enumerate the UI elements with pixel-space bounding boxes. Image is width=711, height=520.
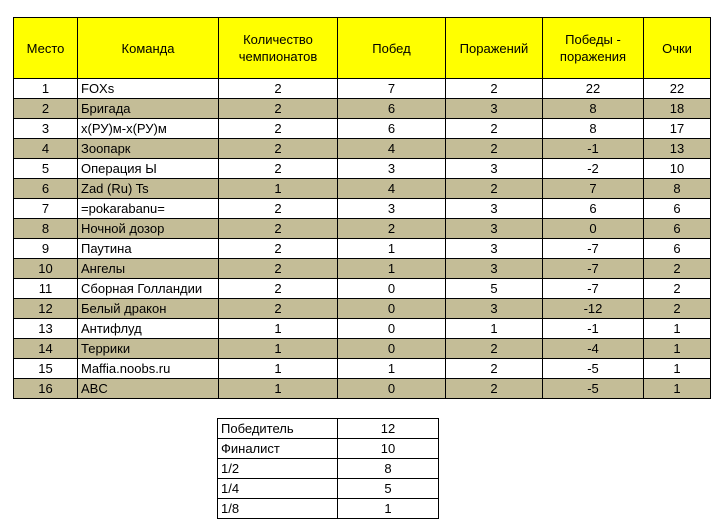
prize-label: 1/2 (218, 459, 338, 479)
cell-place: 5 (14, 159, 78, 179)
cell-place: 15 (14, 359, 78, 379)
table-row (14, 239, 711, 259)
cell-losses: 2 (446, 139, 543, 159)
cell-championships: 2 (219, 259, 338, 279)
table-row (14, 79, 711, 99)
cell-diff: 22 (543, 79, 644, 99)
cell-wins: 4 (338, 139, 446, 159)
table-row (14, 199, 711, 219)
prize-row (218, 419, 439, 439)
cell-points: 1 (644, 339, 711, 359)
cell-team: х(РУ)м-х(РУ)м (78, 119, 219, 139)
cell-points: 1 (644, 379, 711, 399)
prize-row (218, 479, 439, 499)
cell-team: Белый дракон (78, 299, 219, 319)
cell-place: 11 (14, 279, 78, 299)
cell-points: 18 (644, 99, 711, 119)
cell-points: 1 (644, 319, 711, 339)
cell-wins: 3 (338, 159, 446, 179)
table-row (14, 259, 711, 279)
cell-points: 6 (644, 219, 711, 239)
cell-place: 16 (14, 379, 78, 399)
cell-losses: 1 (446, 319, 543, 339)
cell-team: Зоопарк (78, 139, 219, 159)
header-wins: Побед (338, 18, 446, 79)
cell-diff: 8 (543, 119, 644, 139)
cell-team: Maffia.noobs.ru (78, 359, 219, 379)
cell-points: 17 (644, 119, 711, 139)
cell-championships: 2 (219, 79, 338, 99)
cell-place: 13 (14, 319, 78, 339)
header-points: Очки (644, 18, 711, 79)
cell-points: 2 (644, 259, 711, 279)
prize-row (218, 459, 439, 479)
cell-team: FOXs (78, 79, 219, 99)
cell-points: 1 (644, 359, 711, 379)
cell-place: 7 (14, 199, 78, 219)
cell-wins: 1 (338, 359, 446, 379)
prize-label: Финалист (218, 439, 338, 459)
cell-wins: 6 (338, 99, 446, 119)
cell-championships: 2 (219, 119, 338, 139)
cell-place: 10 (14, 259, 78, 279)
cell-diff: -5 (543, 359, 644, 379)
cell-losses: 3 (446, 259, 543, 279)
cell-place: 14 (14, 339, 78, 359)
cell-losses: 3 (446, 159, 543, 179)
cell-championships: 2 (219, 139, 338, 159)
cell-wins: 1 (338, 259, 446, 279)
header-championships: Количество чемпионатов (219, 18, 338, 79)
cell-losses: 3 (446, 239, 543, 259)
cell-championships: 1 (219, 319, 338, 339)
cell-team: Антифлуд (78, 319, 219, 339)
table-row (14, 319, 711, 339)
table-row (14, 119, 711, 139)
cell-diff: -5 (543, 379, 644, 399)
table-row (14, 359, 711, 379)
cell-team: Сборная Голландии (78, 279, 219, 299)
cell-losses: 2 (446, 79, 543, 99)
cell-points: 2 (644, 299, 711, 319)
prize-label: Победитель (218, 419, 338, 439)
cell-diff: 6 (543, 199, 644, 219)
header-place: Место (14, 18, 78, 79)
prize-value: 8 (338, 459, 439, 479)
cell-wins: 2 (338, 219, 446, 239)
cell-wins: 4 (338, 179, 446, 199)
cell-diff: 7 (543, 179, 644, 199)
cell-losses: 3 (446, 219, 543, 239)
cell-diff: -1 (543, 139, 644, 159)
cell-team: Террики (78, 339, 219, 359)
cell-team: Ночной дозор (78, 219, 219, 239)
prize-value: 1 (338, 499, 439, 519)
cell-team: Операция Ы (78, 159, 219, 179)
cell-place: 1 (14, 79, 78, 99)
table-row (14, 299, 711, 319)
cell-place: 4 (14, 139, 78, 159)
prize-value: 12 (338, 419, 439, 439)
cell-wins: 0 (338, 279, 446, 299)
cell-wins: 1 (338, 239, 446, 259)
cell-points: 2 (644, 279, 711, 299)
cell-points: 6 (644, 199, 711, 219)
cell-championships: 2 (219, 299, 338, 319)
cell-diff: -7 (543, 279, 644, 299)
cell-diff: -4 (543, 339, 644, 359)
cell-place: 2 (14, 99, 78, 119)
cell-championships: 1 (219, 359, 338, 379)
cell-diff: 0 (543, 219, 644, 239)
cell-wins: 0 (338, 339, 446, 359)
cell-losses: 2 (446, 179, 543, 199)
cell-points: 10 (644, 159, 711, 179)
cell-championships: 1 (219, 179, 338, 199)
cell-wins: 0 (338, 299, 446, 319)
cell-wins: 0 (338, 319, 446, 339)
standings-table (13, 17, 711, 399)
cell-team: Паутина (78, 239, 219, 259)
cell-points: 22 (644, 79, 711, 99)
cell-place: 6 (14, 179, 78, 199)
header-team: Команда (78, 18, 219, 79)
cell-points: 13 (644, 139, 711, 159)
cell-losses: 5 (446, 279, 543, 299)
prize-table (217, 418, 439, 519)
table-row (14, 159, 711, 179)
cell-championships: 1 (219, 339, 338, 359)
cell-wins: 3 (338, 199, 446, 219)
cell-team: =pokarabanu= (78, 199, 219, 219)
cell-place: 9 (14, 239, 78, 259)
cell-team: Бригада (78, 99, 219, 119)
cell-championships: 2 (219, 239, 338, 259)
cell-diff: -2 (543, 159, 644, 179)
cell-diff: -7 (543, 239, 644, 259)
prize-label: 1/8 (218, 499, 338, 519)
cell-championships: 2 (219, 199, 338, 219)
cell-points: 8 (644, 179, 711, 199)
cell-diff: -12 (543, 299, 644, 319)
cell-losses: 3 (446, 199, 543, 219)
cell-diff: 8 (543, 99, 644, 119)
header-diff: Победы - поражения (543, 18, 644, 79)
cell-team: ABC (78, 379, 219, 399)
cell-losses: 2 (446, 119, 543, 139)
prize-value: 10 (338, 439, 439, 459)
cell-losses: 2 (446, 339, 543, 359)
prize-label: 1/4 (218, 479, 338, 499)
prize-row (218, 439, 439, 459)
table-row (14, 219, 711, 239)
cell-championships: 2 (219, 279, 338, 299)
cell-wins: 7 (338, 79, 446, 99)
table-row (14, 179, 711, 199)
cell-place: 8 (14, 219, 78, 239)
cell-losses: 3 (446, 99, 543, 119)
header-row (14, 18, 711, 79)
cell-diff: -1 (543, 319, 644, 339)
cell-championships: 2 (219, 219, 338, 239)
cell-diff: -7 (543, 259, 644, 279)
cell-wins: 6 (338, 119, 446, 139)
cell-losses: 3 (446, 299, 543, 319)
header-losses: Поражений (446, 18, 543, 79)
table-row (14, 339, 711, 359)
cell-team: Zad (Ru) Ts (78, 179, 219, 199)
table-row (14, 379, 711, 399)
table-row (14, 279, 711, 299)
prize-value: 5 (338, 479, 439, 499)
cell-championships: 2 (219, 159, 338, 179)
cell-points: 6 (644, 239, 711, 259)
cell-place: 12 (14, 299, 78, 319)
cell-wins: 0 (338, 379, 446, 399)
cell-championships: 1 (219, 379, 338, 399)
cell-team: Ангелы (78, 259, 219, 279)
cell-place: 3 (14, 119, 78, 139)
table-row (14, 99, 711, 119)
cell-losses: 2 (446, 359, 543, 379)
table-row (14, 139, 711, 159)
cell-losses: 2 (446, 379, 543, 399)
prize-row (218, 499, 439, 519)
cell-championships: 2 (219, 99, 338, 119)
